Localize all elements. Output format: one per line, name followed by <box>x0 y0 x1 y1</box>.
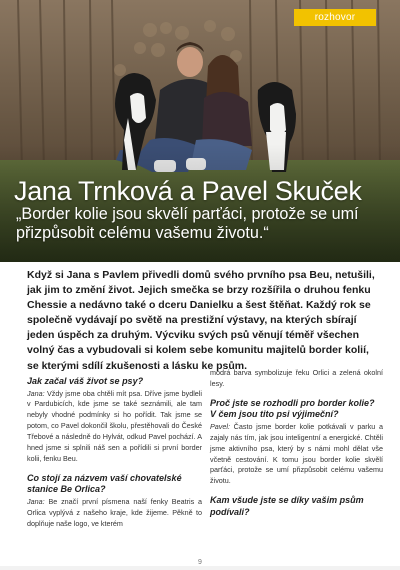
speaker-label: Pavel: <box>210 421 230 431</box>
page-title: Jana Trnková a Pavel Skuček <box>14 176 362 206</box>
speaker-label: Jana: <box>27 496 45 506</box>
section-tag: rozhovor <box>294 9 376 26</box>
question-1: Jak začal váš život se psy? <box>27 376 144 386</box>
question-2: Co stojí za názvem vaší chovatelské stanice Be Orlica? <box>27 472 182 495</box>
page-bottom-edge <box>0 566 400 570</box>
intro-paragraph: Když si Jana s Pavlem přivedli domů svého prvního psa Beu, netušili, jak jim to změní život. Jejich smečka se brzy rozšířila o druhou fenku Chessie a nedávno také o dceru Danielku a šest štěňat. Každý rok se společně vydávají po světě na prestižní výstavy, na kterých sbírají jeden úspěch za druhým. Výcviku svých psů věnují téměř všechen volný čas a vybudovali si kolem sebe komunitu majitelů border kolií, se kterými sdílí zkušenosti a lásku ke psům. <box>27 269 375 372</box>
answer-2-text: Be značí první písmena naší fenky Beatris a Orlica vyplývá z našeho kraje, kde žijeme. Pěkně to doplňuje naše logo, ve kterém <box>27 496 202 528</box>
page-number: 9 <box>198 559 202 566</box>
question-3: Proč jste se rozhodli pro border kolie? V čem jsou tito psi výjimeční? <box>210 397 375 420</box>
answer-3 <box>210 422 383 487</box>
answer-2 <box>27 497 202 530</box>
answer-2-continued: modrá barva symbolizuje řeku Orlici a zelená okolní lesy. <box>210 368 383 388</box>
question-4: Kam všude jste se díky vašim psům podívali? <box>210 495 364 517</box>
answer-1 <box>27 389 202 465</box>
headline-quote: „Border kolie jsou skvělí parťáci, protože se umí přizpůsobit celému vašemu životu.“ <box>16 205 359 242</box>
answer-3-text: Často jsme border kolie potkávali v parku a zajaly nás tím, jak jsou inteligentní a energické. Chtěli jsme aktivního psa, který by s námi mohl dělat vše včetně cestování. K tomu jsou border kolie skvělí parťáci, protože se umí přizpůsobit celému vašemu životu. <box>210 421 383 486</box>
left-column <box>27 376 202 530</box>
right-column <box>210 368 383 519</box>
speaker-label: Jana: <box>27 388 45 398</box>
hero-photo <box>0 0 400 262</box>
answer-1-text: Vždy jsme oba chtěli mít psa. Dříve jsme bydleli v Pardubicích, kde jsme se také seznámili, ale tam nebyly vhodné podmínky si ho pořídit. Tak jsme se potom, co Pavel dokončil školu, přestěhovali do České Třebové a následně do Hylvát, odkud Pavel pochází. A hned jsme si splnili náš sen a pořídili si první border kolii, fenku Beu. <box>27 388 202 463</box>
